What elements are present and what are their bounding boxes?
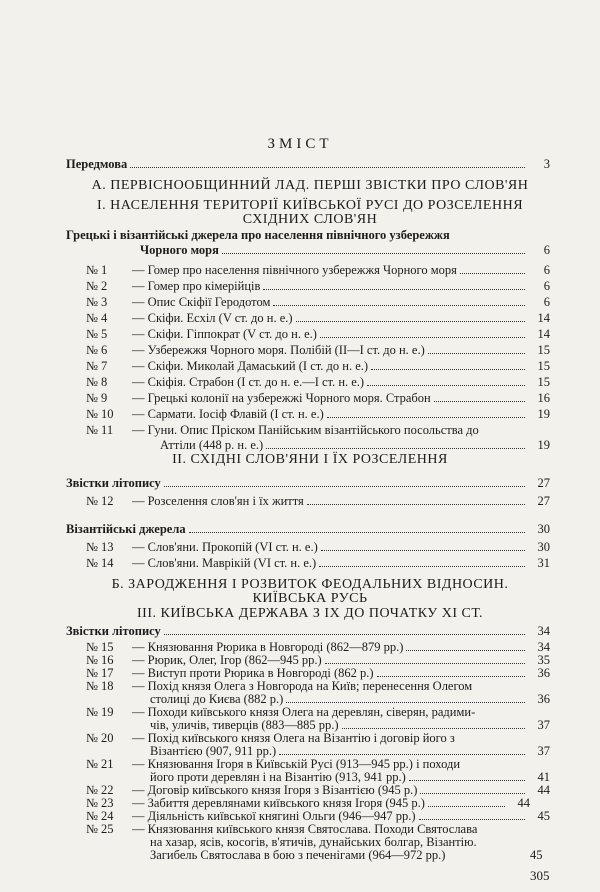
chapter2-heading: II. СХІДНІ СЛОВ'ЯНИ І ЇХ РОЗСЕЛЕННЯ bbox=[172, 452, 448, 467]
dot-leader bbox=[164, 486, 525, 487]
page-ref: 6 bbox=[543, 279, 550, 293]
toc-entry-greek-sources[interactable] bbox=[140, 243, 550, 258]
item-number: № 23 bbox=[86, 796, 114, 810]
item-title: — Князювання Ігоря в Київській Русі (913—945 рр.) і походи bbox=[132, 757, 461, 771]
dot-leader bbox=[273, 305, 525, 306]
item-title-cont: столиці до Києва (882 р.) bbox=[150, 692, 284, 706]
item-title: — Гомер про населення північного узбережжя Чорного моря bbox=[132, 263, 457, 277]
dot-leader bbox=[320, 337, 525, 338]
item-title: — Походи київського князя Олега на деревлян, сіверян, радими- bbox=[132, 705, 476, 719]
dot-leader bbox=[420, 793, 525, 794]
item-title: — Слов'яни. Маврікій (VI ст. н. е.) bbox=[132, 556, 317, 570]
page-ref: 37 bbox=[537, 718, 550, 732]
part-b-heading-line2: КИЇВСЬКА РУСЬ bbox=[252, 591, 368, 606]
item-number: № 1 bbox=[86, 263, 108, 277]
item-number: № 22 bbox=[86, 783, 114, 797]
page-ref: 15 bbox=[537, 359, 550, 373]
item-number: № 16 bbox=[86, 653, 114, 667]
item-title: — Гомер про кімерійців bbox=[132, 279, 261, 293]
page-ref: 44 bbox=[537, 783, 550, 797]
page-ref: 19 bbox=[537, 407, 550, 421]
toc-entry-item-13[interactable] bbox=[86, 540, 550, 555]
page-ref: 31 bbox=[537, 556, 550, 570]
item-number: № 12 bbox=[86, 494, 114, 508]
dot-leader bbox=[327, 417, 525, 418]
dot-leader bbox=[164, 634, 525, 635]
toc-entry-item-25-line2: на хазар, ясів, косогів, в'ятичів, дунайських болгар, Візантію. bbox=[150, 835, 477, 849]
dot-leader bbox=[296, 321, 525, 322]
toc-label: Передмова bbox=[66, 157, 128, 171]
item-number: № 5 bbox=[86, 327, 108, 341]
item-title: — Скіфи. Есхіл (V ст. до н. е.) bbox=[132, 311, 293, 325]
dot-leader bbox=[307, 504, 525, 505]
toc-entry-item-3[interactable] bbox=[86, 295, 550, 310]
toc-label: Звістки літопису bbox=[66, 476, 161, 490]
dot-leader bbox=[266, 448, 525, 449]
dot-leader bbox=[319, 566, 525, 567]
item-number: № 8 bbox=[86, 375, 108, 389]
greek-sources-line1: Грецькі і візантійські джерела про населення північного узбережжя bbox=[66, 228, 450, 242]
item-title: — Скіфи. Миколай Дамаський (I ст. до н. е.) bbox=[132, 359, 369, 373]
toc-entry-item-8[interactable] bbox=[86, 375, 550, 390]
page-ref: 34 bbox=[537, 624, 550, 638]
item-number: № 25 bbox=[86, 822, 114, 836]
page-number: 305 bbox=[530, 868, 550, 883]
item-number: № 18 bbox=[86, 679, 114, 693]
item-title: — Похід князя Олега з Новгорода на Київ; перенесення Олегом bbox=[132, 679, 473, 693]
item-title: — Рюрик, Олег, Ігор (862—945 рр.) bbox=[132, 653, 322, 667]
item-title: — Слов'яни. Прокопій (VI ст. н. е.) bbox=[132, 540, 318, 554]
page-ref: 34 bbox=[537, 640, 550, 654]
page-ref: 14 bbox=[537, 311, 550, 325]
dot-leader bbox=[428, 353, 525, 354]
page-ref: 14 bbox=[537, 327, 550, 341]
item-title: — Опис Скіфії Геродотом bbox=[132, 295, 271, 309]
dot-leader bbox=[263, 289, 525, 290]
page-ref: 36 bbox=[537, 692, 550, 706]
toc-label: Чорного моря bbox=[140, 243, 219, 257]
item-title: — Сармати. Іосіф Флавій (I ст. н. е.) bbox=[132, 407, 324, 421]
page-ref: 41 bbox=[537, 770, 550, 784]
dot-leader bbox=[189, 532, 525, 533]
chapter1-heading-line1: І. НАСЕЛЕННЯ ТЕРИТОРІЇ КИЇВСЬКОЇ РУСІ ДО РОЗСЕЛЕННЯ bbox=[96, 198, 524, 213]
dot-leader bbox=[367, 385, 525, 386]
dot-leader bbox=[406, 650, 525, 651]
page-ref: 6 bbox=[543, 295, 550, 309]
dot-leader bbox=[279, 754, 525, 755]
page-ref: 27 bbox=[537, 494, 550, 508]
item-title-cont: чів, уличів, тиверців (883—885 рр.) bbox=[150, 718, 339, 732]
page-ref: 37 bbox=[537, 744, 550, 758]
toc-label: Звістки літопису bbox=[66, 624, 161, 638]
page-ref: 19 bbox=[537, 438, 550, 452]
page-ref: 6 bbox=[543, 243, 550, 257]
dot-leader bbox=[325, 663, 525, 664]
toc-entry-item-11-line2[interactable] bbox=[160, 438, 550, 453]
chapter1-heading-line2: СХІДНИХ СЛОВ'ЯН bbox=[242, 212, 378, 227]
item-number: № 11 bbox=[86, 423, 114, 437]
item-number: № 24 bbox=[86, 809, 114, 823]
item-title-cont: його проти деревлян і на Візантію (913, 941 рр.) bbox=[150, 770, 406, 784]
dot-leader bbox=[222, 253, 525, 254]
item-25-page-ref: 45 bbox=[530, 848, 543, 862]
item-number: № 20 bbox=[86, 731, 114, 745]
item-number: № 2 bbox=[86, 279, 108, 293]
page-ref: 30 bbox=[537, 540, 550, 554]
toc-entry-item-25-line3: Загибель Святослава в бою з печенігами (964—972 рр.) bbox=[150, 848, 446, 862]
dot-leader bbox=[321, 550, 525, 551]
dot-leader bbox=[434, 401, 525, 402]
toc-entry-item-2[interactable] bbox=[86, 279, 550, 294]
toc-entry-item-14[interactable] bbox=[86, 556, 550, 571]
page-ref: 3 bbox=[543, 157, 550, 171]
item-number: № 19 bbox=[86, 705, 114, 719]
item-title: — Розселення слов'ян і їх життя bbox=[132, 494, 304, 508]
item-number: № 9 bbox=[86, 391, 108, 405]
dot-leader bbox=[428, 806, 505, 807]
dot-leader bbox=[377, 676, 525, 677]
item-number: № 10 bbox=[86, 407, 114, 421]
dot-leader bbox=[409, 780, 525, 781]
toc-entry-item-6[interactable] bbox=[86, 343, 550, 358]
item-title: — Скіфія. Страбон (I ст. до н. е.—I ст. н. е.) bbox=[132, 375, 365, 389]
page-ref: 36 bbox=[537, 666, 550, 680]
page-ref: 16 bbox=[537, 391, 550, 405]
item-number: № 13 bbox=[86, 540, 114, 554]
item-number: № 3 bbox=[86, 295, 108, 309]
item-title: — Забиття деревлянами київського князя Ігоря (945 р.) bbox=[132, 796, 425, 810]
toc-entry-item-10[interactable] bbox=[86, 407, 550, 422]
item-number: № 15 bbox=[86, 640, 114, 654]
toc-entry-item-4[interactable] bbox=[86, 311, 550, 326]
page-ref: 44 bbox=[517, 796, 530, 810]
item-title: — Грецькі колонії на узбережжі Чорного моря. Страбон bbox=[132, 391, 431, 405]
toc-entry-foreword[interactable] bbox=[66, 157, 550, 172]
page-ref: 6 bbox=[543, 263, 550, 277]
page-ref: 45 bbox=[537, 809, 550, 823]
item-title: — Узбережжя Чорного моря. Полібій (II—I ст. до н. е.) bbox=[132, 343, 425, 357]
item-title: — Князювання київського князя Святослава. Походи Святослава bbox=[132, 822, 478, 836]
item-title-cont: Візантією (907, 911 рр.) bbox=[150, 744, 277, 758]
toc-entry-item-11-line1[interactable] bbox=[86, 423, 479, 438]
page-ref: 35 bbox=[537, 653, 550, 667]
item-title: — Діяльність київської княгині Ольги (946—947 рр.) bbox=[132, 809, 416, 823]
item-number: № 7 bbox=[86, 359, 108, 373]
page-ref: 27 bbox=[537, 476, 550, 490]
item-title: — Скіфи. Гіппократ (V ст. до н. е.) bbox=[132, 327, 317, 341]
dot-leader bbox=[371, 369, 525, 370]
item-title: — Князювання Рюрика в Новгороді (862—879 рр.) bbox=[132, 640, 404, 654]
dot-leader bbox=[460, 273, 525, 274]
dot-leader bbox=[419, 819, 525, 820]
part-b-heading-line1: Б. ЗАРОДЖЕННЯ І РОЗВИТОК ФЕОДАЛЬНИХ ВІДНОСИН. bbox=[111, 577, 509, 592]
item-title-cont: Аттіли (448 р. н. е.) bbox=[160, 438, 264, 452]
toc-entry-item-7[interactable] bbox=[86, 359, 550, 374]
page-ref: 15 bbox=[537, 375, 550, 389]
page-title: ЗМІСТ bbox=[267, 136, 333, 152]
toc-label: Візантійські джерела bbox=[66, 522, 186, 536]
toc-entry-item-9[interactable] bbox=[86, 391, 550, 406]
item-number: № 17 bbox=[86, 666, 114, 680]
toc-entry-item-12[interactable] bbox=[86, 494, 550, 509]
toc-entry-byzantine[interactable] bbox=[66, 522, 550, 537]
item-number: № 14 bbox=[86, 556, 114, 570]
page-ref: 30 bbox=[537, 522, 550, 536]
toc-entry-chronicle-1[interactable] bbox=[66, 476, 550, 491]
toc-entry-item-5[interactable] bbox=[86, 327, 550, 342]
item-number: № 6 bbox=[86, 343, 108, 357]
chapter3-heading: III. КИЇВСЬКА ДЕРЖАВА З IX ДО ПОЧАТКУ XI СТ. bbox=[137, 606, 483, 621]
item-title: — Договір київського князя Ігоря з Візантією (945 р.) bbox=[132, 783, 418, 797]
item-title: — Гуни. Опис Пріском Панійським візантійського посольства до bbox=[132, 423, 479, 437]
toc-entry-item-1[interactable] bbox=[86, 263, 550, 278]
item-number: № 4 bbox=[86, 311, 108, 325]
dot-leader bbox=[342, 728, 526, 729]
dot-leader bbox=[286, 702, 525, 703]
dot-leader bbox=[130, 167, 525, 168]
page-ref: 15 bbox=[537, 343, 550, 357]
part-a-heading: А. ПЕРВІСНООБЩИННИЙ ЛАД. ПЕРШІ ЗВІСТКИ ПРО СЛОВ'ЯН bbox=[91, 178, 529, 193]
item-title: — Похід київського князя Олега на Візантію і договір його з bbox=[132, 731, 455, 745]
item-title: — Виступ проти Рюрика в Новгороді (862 р.) bbox=[132, 666, 374, 680]
toc-entry-chronicle-2[interactable] bbox=[66, 624, 550, 639]
item-number: № 21 bbox=[86, 757, 114, 771]
